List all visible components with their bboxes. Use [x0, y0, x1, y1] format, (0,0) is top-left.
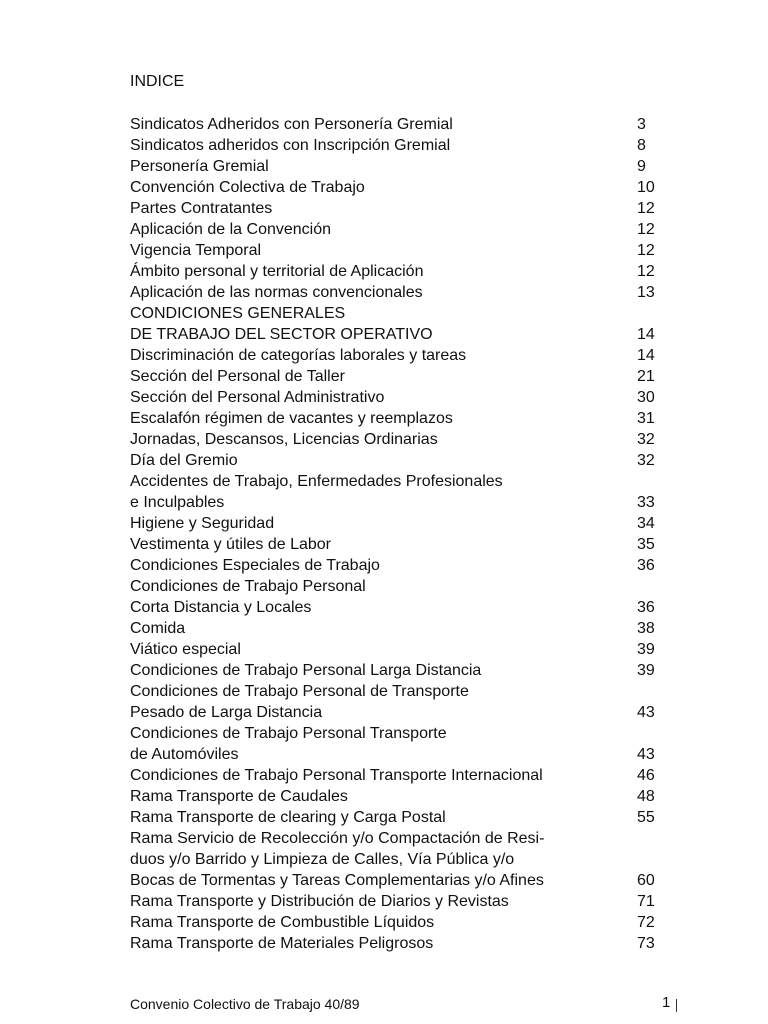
toc-entry-line — [130, 135, 670, 156]
toc-entry-line — [130, 534, 670, 555]
toc-entry-page-number: 43 — [637, 704, 655, 721]
toc-entry-line — [130, 261, 670, 282]
toc-entry-page-number: 8 — [637, 137, 646, 154]
index-title: INDICE — [130, 73, 185, 90]
toc-entry-page-number: 60 — [637, 872, 655, 889]
toc-entry-line — [130, 345, 670, 366]
toc-entry-text: Higiene y Seguridad — [130, 515, 275, 532]
toc-entry-text: DE TRABAJO DEL SECTOR OPERATIVO — [130, 326, 433, 343]
toc-entry-text: Rama Transporte de Materiales Peligrosos — [130, 935, 434, 952]
toc-entry-page-number: 36 — [637, 557, 655, 574]
toc-entry-line — [130, 807, 670, 828]
toc-entry-line — [130, 282, 670, 303]
toc-entry-text: Rama Transporte de Caudales — [130, 788, 348, 805]
toc-entry-page-number: 39 — [637, 662, 655, 679]
toc-entry-text: Condiciones de Trabajo Personal Transporte Internacional — [130, 767, 543, 784]
toc-entry-page-number: 14 — [637, 347, 655, 364]
toc-entry-page-number: 12 — [637, 221, 655, 238]
toc-entry-line — [130, 450, 670, 471]
toc-entry-page-number: 21 — [637, 368, 655, 385]
toc-entry-page-number: 38 — [637, 620, 655, 637]
toc-entry-text: Día del Gremio — [130, 452, 238, 469]
toc-entry-text: de Automóviles — [130, 746, 239, 763]
toc-entry-page-number: 31 — [637, 410, 655, 427]
toc-entry-page-number: 73 — [637, 935, 655, 952]
toc-entry-text: Escalafón régimen de vacantes y reemplazos — [130, 410, 453, 427]
toc-entry-line — [130, 912, 670, 933]
toc-entry-text: Vigencia Temporal — [130, 242, 262, 259]
toc-entry-line — [130, 744, 670, 765]
toc-entry-line — [130, 408, 670, 429]
toc-entry-text: Aplicación de las normas convencionales — [130, 284, 423, 301]
toc-entry-text: e Inculpables — [130, 494, 225, 511]
toc-entry-page-number: 32 — [637, 452, 655, 469]
table-of-contents — [130, 114, 670, 954]
toc-entry-text: Rama Transporte y Distribución de Diarios y Revistas — [130, 893, 509, 910]
toc-entry-line — [130, 387, 670, 408]
toc-entry-line — [130, 555, 670, 576]
toc-entry-line — [130, 429, 670, 450]
toc-entry-text: Personería Gremial — [130, 158, 269, 175]
toc-entry-page-number: 33 — [637, 494, 655, 511]
toc-entry-text: Condiciones de Trabajo Personal Transporte — [130, 725, 447, 742]
toc-entry-page-number: 9 — [637, 158, 646, 175]
toc-entry-page-number: 36 — [637, 599, 655, 616]
toc-entry-text: Pesado de Larga Distancia — [130, 704, 323, 721]
footer-page-number: 1 — [662, 994, 671, 1011]
toc-entry-line — [130, 765, 670, 786]
toc-entry-page-number: 12 — [637, 263, 655, 280]
toc-entry-text: duos y/o Barrido y Limpieza de Calles, Vía Pública y/o — [130, 851, 515, 868]
toc-entry-page-number: 72 — [637, 914, 655, 931]
toc-entry-text: Viático especial — [130, 641, 241, 658]
toc-entry-text: Sección del Personal de Taller — [130, 368, 345, 385]
toc-entry-page-number: 10 — [637, 179, 655, 196]
toc-entry-text: Rama Transporte de Combustible Líquidos — [130, 914, 435, 931]
toc-entry-text: Aplicación de la Convención — [130, 221, 332, 238]
toc-entry-text: Bocas de Tormentas y Tareas Complementarias y/o Afines — [130, 872, 544, 889]
toc-entry-line — [130, 177, 670, 198]
toc-entry-line — [130, 933, 670, 954]
toc-entry-line — [130, 240, 670, 261]
toc-entry-page-number: 14 — [637, 326, 655, 343]
toc-entry-line — [130, 513, 670, 534]
toc-entry-page-number: 48 — [637, 788, 655, 805]
toc-entry-text: Partes Contratantes — [130, 200, 273, 217]
toc-entry-line — [130, 303, 670, 324]
toc-entry-text: Condiciones de Trabajo Personal — [130, 578, 366, 595]
toc-entry-text: Vestimenta y útiles de Labor — [130, 536, 332, 553]
toc-entry-text: Condiciones Especiales de Trabajo — [130, 557, 380, 574]
toc-entry-line — [130, 576, 670, 597]
toc-entry-text: Discriminación de categorías laborales y tareas — [130, 347, 467, 364]
toc-entry-line — [130, 114, 670, 135]
toc-entry-text: Condiciones de Trabajo Personal Larga Distancia — [130, 662, 482, 679]
toc-entry-line — [130, 828, 670, 849]
toc-entry-line — [130, 660, 670, 681]
toc-entry-page-number: 13 — [637, 284, 655, 301]
toc-entry-page-number: 43 — [637, 746, 655, 763]
toc-entry-line — [130, 597, 670, 618]
toc-entry-line — [130, 639, 670, 660]
toc-entry-line — [130, 618, 670, 639]
toc-entry-text: Ámbito personal y territorial de Aplicación — [130, 263, 424, 280]
toc-entry-line — [130, 492, 670, 513]
toc-entry-line — [130, 681, 670, 702]
toc-entry-text: Jornadas, Descansos, Licencias Ordinarias — [130, 431, 438, 448]
toc-entry-text: Accidentes de Trabajo, Enfermedades Profesionales — [130, 473, 503, 490]
toc-entry-text: Sección del Personal Administrativo — [130, 389, 385, 406]
toc-entry-line — [130, 324, 670, 345]
toc-entry-page-number: 35 — [637, 536, 655, 553]
toc-entry-text: Sindicatos adheridos con Inscripción Gremial — [130, 137, 451, 154]
toc-entry-page-number: 46 — [637, 767, 655, 784]
toc-entry-page-number: 12 — [637, 242, 655, 259]
toc-entry-page-number: 3 — [637, 116, 646, 133]
toc-entry-page-number: 39 — [637, 641, 655, 658]
toc-entry-page-number: 34 — [637, 515, 655, 532]
footer-document-title: Convenio Colectivo de Trabajo 40/89 — [130, 996, 360, 1012]
toc-entry-text: CONDICIONES GENERALES — [130, 305, 346, 322]
toc-entry-page-number: 12 — [637, 200, 655, 217]
toc-entry-line — [130, 702, 670, 723]
toc-entry-line — [130, 366, 670, 387]
toc-entry-text: Rama Transporte de clearing y Carga Postal — [130, 809, 446, 826]
toc-entry-text: Comida — [130, 620, 186, 637]
toc-entry-text: Convención Colectiva de Trabajo — [130, 179, 365, 196]
toc-entry-text: Corta Distancia y Locales — [130, 599, 312, 616]
toc-entry-line — [130, 891, 670, 912]
toc-entry-line — [130, 849, 670, 870]
footer-divider — [676, 999, 677, 1012]
toc-entry-page-number: 71 — [637, 893, 655, 910]
toc-entry-text: Condiciones de Trabajo Personal de Transporte — [130, 683, 469, 700]
toc-entry-page-number: 30 — [637, 389, 655, 406]
toc-entry-line — [130, 723, 670, 744]
toc-entry-line — [130, 219, 670, 240]
toc-entry-line — [130, 786, 670, 807]
toc-entry-text: Sindicatos Adheridos con Personería Gremial — [130, 116, 453, 133]
toc-entry-line — [130, 471, 670, 492]
toc-entry-text: Rama Servicio de Recolección y/o Compactación de Resi- — [130, 830, 545, 847]
toc-entry-line — [130, 870, 670, 891]
toc-entry-line — [130, 198, 670, 219]
toc-entry-line — [130, 156, 670, 177]
toc-entry-page-number: 32 — [637, 431, 655, 448]
toc-entry-page-number: 55 — [637, 809, 655, 826]
